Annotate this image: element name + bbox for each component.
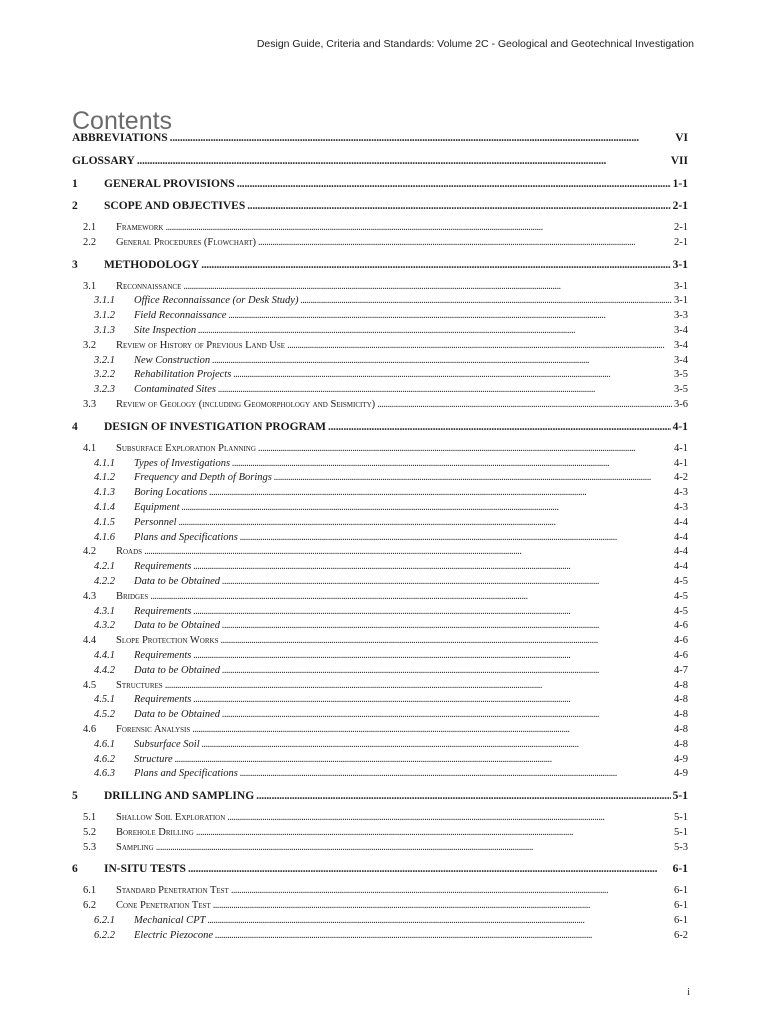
- toc-entry-title: Cone Penetration Test: [116, 900, 211, 912]
- toc-entry-page: 4-8: [674, 738, 688, 750]
- toc-entry[interactable]: [72, 502, 688, 517]
- toc-entry-title: General Procedures (Flowchart): [116, 236, 256, 248]
- dot-leader: [228, 310, 672, 321]
- toc-entry-number: 4.5.2: [94, 709, 115, 721]
- toc-entry-number: 3.1.3: [94, 324, 115, 336]
- toc-entry-page: 4-8: [674, 709, 688, 721]
- toc-entry-title: Requirements: [134, 561, 192, 573]
- toc-entry-page: 3-4: [674, 339, 688, 351]
- dot-leader: [247, 200, 670, 212]
- toc-entry[interactable]: [72, 768, 688, 783]
- toc-entry-page: 5-1: [674, 826, 688, 838]
- toc-entry-title: Site Inspection: [134, 324, 197, 336]
- toc-entry-number: 4.1.1: [94, 457, 115, 469]
- dot-leader: [193, 606, 672, 617]
- toc-entry[interactable]: [72, 487, 688, 502]
- toc-entry[interactable]: [72, 546, 688, 561]
- toc-entry[interactable]: [72, 132, 688, 147]
- toc-entry[interactable]: [72, 178, 688, 193]
- toc-entry-number: 4.6: [83, 723, 97, 735]
- toc-entry[interactable]: [72, 680, 688, 695]
- toc-entry-number: 5: [72, 790, 78, 803]
- toc-entry-number: 4.5: [83, 679, 97, 691]
- toc-entry-title: Types of Investigations: [134, 457, 231, 469]
- dot-leader: [222, 709, 672, 720]
- toc-entry-title: ABBREVIATIONS: [72, 132, 168, 144]
- toc-entry-number: 4.3: [83, 590, 97, 602]
- dot-leader: [240, 532, 672, 543]
- toc-entry-number: 4.3.1: [94, 605, 115, 617]
- toc-entry-number: 5.2: [83, 826, 97, 838]
- toc-entry-number: 4.6.1: [94, 738, 115, 750]
- toc-entry-page: 5-3: [674, 841, 688, 853]
- page-title: Contents: [72, 106, 173, 135]
- toc-entry[interactable]: [72, 340, 688, 355]
- page-number: i: [687, 987, 690, 998]
- toc-entry-page: 4-6: [674, 620, 688, 632]
- dot-leader: [240, 768, 672, 779]
- table-of-contents: [72, 132, 688, 945]
- dot-leader: [209, 487, 672, 498]
- toc-entry-page: 4-1: [674, 457, 688, 469]
- toc-entry[interactable]: [72, 739, 688, 754]
- dot-leader: [215, 930, 672, 941]
- dot-leader: [202, 739, 672, 750]
- toc-entry-number: 4.4.1: [94, 649, 115, 661]
- toc-entry-number: 5.3: [83, 841, 97, 853]
- running-header: Design Guide, Criteria and Standards: Volume 2C - Geological and Geotechnical Investigation: [256, 38, 694, 50]
- toc-entry-number: 2.1: [83, 222, 97, 233]
- toc-entry-title: Structure: [134, 753, 173, 765]
- toc-entry-page: VI: [675, 132, 688, 144]
- toc-entry-page: 4-2: [674, 472, 688, 484]
- toc-entry-number: 4.1.5: [94, 516, 115, 528]
- toc-entry-title: Electric Piezocone: [134, 929, 214, 941]
- toc-entry-page: 4-8: [674, 679, 688, 691]
- toc-entry[interactable]: [72, 576, 688, 591]
- toc-entry-title: Rehabilitation Projects: [134, 369, 232, 381]
- dot-leader: [377, 399, 672, 410]
- toc-entry-title: Review of History of Previous Land Use: [116, 339, 286, 351]
- dot-leader: [231, 885, 672, 896]
- toc-entry-title: Contaminated Sites: [134, 384, 216, 396]
- toc-entry-page: 4-4: [674, 561, 688, 573]
- dot-leader: [287, 340, 672, 351]
- dot-leader: [207, 915, 672, 926]
- toc-entry-title: Mechanical CPT: [134, 915, 206, 927]
- toc-entry-page: 3-6: [674, 398, 688, 410]
- dot-leader: [193, 561, 672, 572]
- toc-entry[interactable]: [72, 790, 688, 805]
- dot-leader: [188, 863, 671, 875]
- toc-entry-page: 6-1: [672, 863, 688, 876]
- toc-entry-page: 3-5: [674, 384, 688, 396]
- toc-entry-title: Structures: [116, 679, 163, 691]
- toc-entry-page: 6-1: [674, 915, 688, 927]
- dot-leader: [256, 790, 670, 802]
- toc-entry-title: Data to be Obtained: [134, 620, 221, 632]
- toc-entry-number: 6.2: [83, 900, 97, 912]
- toc-entry-title: Sampling: [116, 841, 154, 853]
- dot-leader: [175, 754, 672, 765]
- toc-entry-title: Plans and Specifications: [134, 768, 238, 780]
- toc-entry-page: 2-1: [672, 200, 688, 212]
- toc-entry[interactable]: [72, 355, 688, 370]
- dot-leader: [222, 665, 672, 676]
- toc-entry-page: 3-1: [674, 295, 688, 307]
- toc-entry[interactable]: [72, 724, 688, 739]
- toc-entry[interactable]: [72, 915, 688, 930]
- toc-entry[interactable]: [72, 900, 688, 915]
- toc-entry-page: VII: [670, 155, 688, 167]
- toc-entry-title: Bridges: [116, 590, 149, 602]
- toc-entry[interactable]: [72, 591, 688, 606]
- toc-entry-title: Roads: [116, 546, 143, 558]
- toc-entry-page: 3-5: [674, 369, 688, 381]
- dot-leader: [232, 458, 672, 469]
- toc-entry-page: 3-1: [672, 258, 688, 271]
- toc-entry-number: 4.6.3: [94, 768, 115, 780]
- toc-entry-number: 2: [72, 200, 78, 212]
- toc-entry-title: Office Reconnaissance (or Desk Study): [134, 295, 299, 307]
- dot-leader: [156, 842, 672, 853]
- toc-entry[interactable]: [72, 237, 688, 252]
- toc-entry-title: GENERAL PROVISIONS: [104, 178, 235, 190]
- toc-entry-number: 3.1.1: [94, 295, 115, 307]
- dot-leader: [170, 132, 674, 144]
- toc-entry-number: 3.2.1: [94, 354, 115, 366]
- toc-entry-title: Data to be Obtained: [134, 709, 221, 721]
- dot-leader: [137, 155, 669, 167]
- toc-entry[interactable]: [72, 930, 688, 945]
- toc-entry-page: 5-1: [672, 790, 688, 803]
- toc-entry-page: 2-1: [674, 236, 688, 248]
- toc-entry-page: 3-4: [674, 354, 688, 366]
- toc-entry-number: 4.1.3: [94, 487, 115, 499]
- dot-leader: [222, 620, 672, 631]
- toc-entry-page: 1-1: [672, 178, 688, 190]
- toc-entry-title: Field Reconnaissance: [134, 310, 227, 322]
- toc-entry-title: Forensic Analysis: [116, 723, 191, 735]
- toc-entry-page: 6-2: [674, 929, 688, 941]
- toc-entry-page: 6-1: [674, 900, 688, 912]
- toc-entry-page: 3-4: [674, 324, 688, 336]
- toc-entry-page: 4-3: [674, 501, 688, 513]
- dot-leader: [150, 591, 672, 602]
- toc-entry-number: 6.1: [83, 885, 97, 897]
- toc-entry-number: 1: [72, 178, 78, 190]
- toc-entry-title: Subsurface Exploration Planning: [116, 442, 256, 454]
- dot-leader: [258, 237, 672, 248]
- toc-entry-title: Standard Penetration Test: [116, 885, 229, 897]
- dot-leader: [212, 355, 672, 366]
- toc-entry[interactable]: [72, 827, 688, 842]
- toc-entry-title: DESIGN OF INVESTIGATION PROGRAM: [104, 420, 327, 433]
- toc-entry[interactable]: [72, 863, 688, 878]
- toc-entry-title: Slope Protection Works: [116, 635, 219, 647]
- toc-entry-number: 4.5.1: [94, 694, 115, 706]
- toc-entry[interactable]: [72, 281, 688, 296]
- toc-entry-title: Reconnaissance: [116, 280, 182, 292]
- toc-entry[interactable]: [72, 200, 688, 215]
- dot-leader: [237, 178, 671, 190]
- toc-entry-page: 3-1: [674, 280, 688, 292]
- dot-leader: [193, 650, 672, 661]
- dot-leader: [183, 281, 672, 292]
- toc-entry-page: 4-8: [674, 723, 688, 735]
- toc-entry-number: 4.2.1: [94, 561, 115, 573]
- dot-leader: [144, 546, 672, 557]
- toc-entry-number: 4.1.2: [94, 472, 115, 484]
- toc-entry[interactable]: [72, 259, 688, 274]
- toc-entry-number: 4.3.2: [94, 620, 115, 632]
- toc-entry-title: SCOPE AND OBJECTIVES: [104, 200, 246, 212]
- toc-entry[interactable]: [72, 635, 688, 650]
- toc-entry-page: 6-1: [674, 885, 688, 897]
- toc-entry[interactable]: [72, 325, 688, 340]
- dot-leader: [192, 724, 672, 735]
- toc-entry[interactable]: [72, 421, 688, 436]
- toc-entry-page: 4-5: [674, 575, 688, 587]
- dot-leader: [179, 517, 672, 528]
- toc-entry[interactable]: [72, 532, 688, 547]
- toc-entry-number: 4.1.6: [94, 531, 115, 543]
- toc-entry[interactable]: [72, 842, 688, 857]
- dot-leader: [193, 694, 672, 705]
- toc-entry-title: Requirements: [134, 694, 192, 706]
- toc-entry-title: Personnel: [134, 516, 177, 528]
- toc-entry-number: 6: [72, 863, 78, 876]
- toc-entry-title: DRILLING AND SAMPLING: [104, 790, 255, 803]
- toc-entry-title: Shallow Soil Exploration: [116, 812, 226, 824]
- toc-entry-number: 3.1.2: [94, 310, 115, 322]
- toc-entry[interactable]: [72, 369, 688, 384]
- dot-leader: [198, 325, 672, 336]
- toc-entry[interactable]: [72, 620, 688, 635]
- toc-entry[interactable]: [72, 443, 688, 458]
- toc-entry[interactable]: [72, 754, 688, 769]
- toc-entry-page: 4-9: [674, 753, 688, 765]
- dot-leader: [165, 222, 672, 233]
- dot-leader: [274, 472, 672, 483]
- dot-leader: [227, 812, 672, 823]
- toc-entry-title: Plans and Specifications: [134, 531, 238, 543]
- toc-entry-page: 4-1: [674, 442, 688, 454]
- toc-entry-number: 6.2.2: [94, 929, 115, 941]
- toc-entry[interactable]: [72, 517, 688, 532]
- toc-entry-title: Framework: [116, 222, 164, 233]
- dot-leader: [213, 900, 672, 911]
- toc-entry[interactable]: [72, 885, 688, 900]
- toc-entry[interactable]: [72, 399, 688, 414]
- toc-entry-number: 6.2.1: [94, 915, 115, 927]
- dot-leader: [300, 295, 672, 306]
- toc-entry-page: 4-4: [674, 531, 688, 543]
- toc-entry[interactable]: [72, 310, 688, 325]
- toc-entry-title: Data to be Obtained: [134, 664, 221, 676]
- toc-entry-title: Review of Geology (including Geomorphology and Seismicity): [116, 398, 376, 410]
- toc-entry[interactable]: [72, 222, 688, 237]
- toc-entry-title: METHODOLOGY: [104, 258, 200, 271]
- toc-entry-number: 4.1: [83, 442, 97, 454]
- toc-entry-title: Boring Locations: [134, 487, 208, 499]
- dot-leader: [233, 369, 672, 380]
- dot-leader: [328, 421, 671, 433]
- toc-entry-title: Equipment: [134, 501, 180, 513]
- toc-entry[interactable]: [72, 472, 688, 487]
- toc-entry-page: 4-4: [674, 516, 688, 528]
- toc-entry-number: 4.2: [83, 546, 97, 558]
- toc-entry-number: 4.4: [83, 635, 97, 647]
- toc-entry[interactable]: [72, 709, 688, 724]
- toc-entry[interactable]: [72, 384, 688, 399]
- toc-entry-number: 4: [72, 420, 78, 433]
- toc-entry-page: 4-3: [674, 487, 688, 499]
- toc-entry-title: Borehole Drilling: [116, 826, 194, 838]
- dot-leader: [218, 384, 672, 395]
- toc-entry-title: Frequency and Depth of Borings: [134, 472, 272, 484]
- toc-entry-page: 4-6: [674, 635, 688, 647]
- dot-leader: [201, 259, 670, 271]
- dot-leader: [222, 576, 672, 587]
- toc-entry-page: 3-3: [674, 310, 688, 322]
- toc-entry[interactable]: [72, 606, 688, 621]
- toc-entry-page: 4-6: [674, 649, 688, 661]
- toc-entry-title: IN-SITU TESTS: [104, 863, 186, 876]
- toc-entry-number: 3.3: [83, 398, 97, 410]
- toc-entry-page: 4-4: [674, 546, 688, 558]
- toc-entry[interactable]: [72, 561, 688, 576]
- toc-entry-page: 4-8: [674, 694, 688, 706]
- toc-entry[interactable]: [72, 295, 688, 310]
- toc-entry[interactable]: [72, 650, 688, 665]
- toc-entry-page: 4-1: [672, 420, 688, 433]
- toc-entry-number: 3.2.3: [94, 384, 115, 396]
- toc-entry-number: 4.6.2: [94, 753, 115, 765]
- dot-leader: [258, 443, 672, 454]
- toc-entry[interactable]: [72, 812, 688, 827]
- dot-leader: [220, 635, 672, 646]
- toc-entry-page: 4-5: [674, 605, 688, 617]
- toc-entry-number: 5.1: [83, 812, 97, 824]
- toc-entry-page: 4-9: [674, 768, 688, 780]
- toc-entry-number: 3.2: [83, 339, 97, 351]
- toc-entry-title: Requirements: [134, 605, 192, 617]
- toc-entry-number: 3.2.2: [94, 369, 115, 381]
- toc-entry-number: 4.4.2: [94, 664, 115, 676]
- toc-entry-title: Subsurface Soil: [134, 738, 200, 750]
- toc-entry[interactable]: [72, 155, 688, 170]
- toc-entry[interactable]: [72, 694, 688, 709]
- toc-entry-number: 3.1: [83, 280, 97, 292]
- toc-entry-number: 2.2: [83, 236, 97, 248]
- toc-entry-page: 4-7: [674, 664, 688, 676]
- toc-entry-number: 3: [72, 258, 78, 271]
- toc-entry-page: 5-1: [674, 812, 688, 824]
- dot-leader: [165, 680, 672, 691]
- toc-entry-title: New Construction: [134, 354, 211, 366]
- dot-leader: [182, 502, 673, 513]
- toc-entry-title: GLOSSARY: [72, 155, 135, 167]
- toc-entry-number: 4.2.2: [94, 575, 115, 587]
- toc-entry-number: 4.1.4: [94, 501, 115, 513]
- dot-leader: [196, 827, 672, 838]
- toc-entry-page: 2-1: [674, 222, 688, 233]
- toc-entry-title: Requirements: [134, 649, 192, 661]
- toc-entry[interactable]: [72, 665, 688, 680]
- toc-entry-title: Data to be Obtained: [134, 575, 221, 587]
- toc-entry[interactable]: [72, 458, 688, 473]
- toc-entry-page: 4-5: [674, 590, 688, 602]
